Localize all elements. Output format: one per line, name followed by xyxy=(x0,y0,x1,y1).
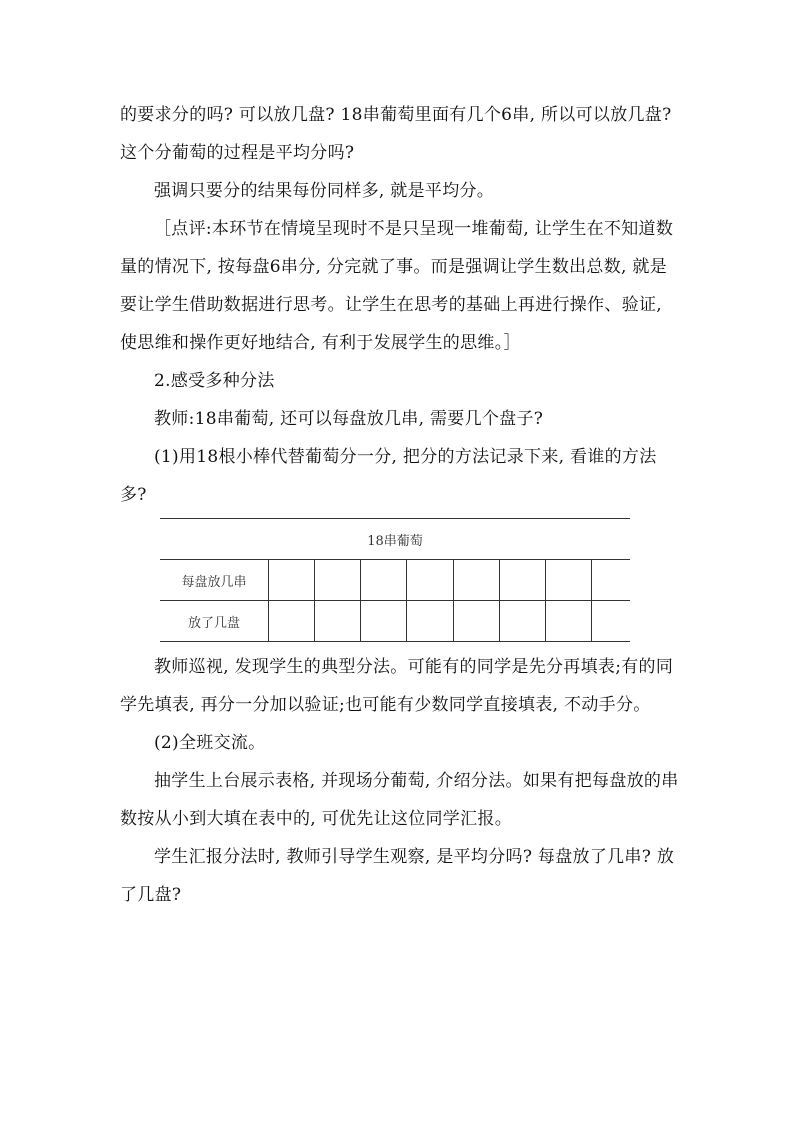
section-heading: 2.感受多种分法 xyxy=(154,371,275,391)
paragraph: 学生汇报分法时, 教师引导学生观察, 是平均分吗? 每盘放了几串? 放了几盘? xyxy=(120,847,675,905)
table-cell xyxy=(361,560,407,601)
table-cell xyxy=(453,560,499,601)
paragraph: (1)用18根小棒代替葡萄分一分, 把分的方法记录下来, 看谁的方法多? xyxy=(120,447,657,505)
paragraph: 抽学生上台展示表格, 并现场分葡萄, 介绍分法。如果有把每盘放的串数按从小到大填在表中的, 可优先让这位同学汇报。 xyxy=(120,771,679,829)
document-body xyxy=(120,96,680,914)
commentary-paragraph: ［点评:本环节在情境呈现时不是只呈现一堆葡萄, 让学生在不知道数量的情况下, 按每盘6串分, 分完就了事。而是强调让学生数出总数, 就是要让学生借助数据进行思考。让学生在思考的基础上再进行操作、验证, 使思维和操作更好地结合, 有利于发展学生的思维。］ xyxy=(120,219,674,353)
row-label: 放了几盘 xyxy=(160,601,269,642)
paragraph: 教师巡视, 发现学生的典型分法。可能有的同学是先分再填表;有的同学先填表, 再分一分加以验证;也可能有少数同学直接填表, 不动手分。 xyxy=(120,657,674,715)
table-cell xyxy=(407,560,453,601)
table-cell xyxy=(545,601,591,642)
table-cell xyxy=(315,560,361,601)
table-cell xyxy=(453,601,499,642)
grape-division-table xyxy=(160,518,630,642)
paragraph: 的要求分的吗? 可以放几盘? 18串葡萄里面有几个6串, 所以可以放几盘? 这个分葡萄的过程是平均分吗? xyxy=(120,105,672,163)
paragraphs-before-table xyxy=(120,96,680,514)
table-cell xyxy=(269,560,315,601)
table-cell xyxy=(499,560,545,601)
table-cell xyxy=(545,560,591,601)
table-cell xyxy=(407,601,453,642)
paragraph: 强调只要分的结果每份同样多, 就是平均分。 xyxy=(154,181,495,201)
paragraph: 教师:18串葡萄, 还可以每盘放几串, 需要几个盘子? xyxy=(154,409,544,429)
table-cell xyxy=(591,601,630,642)
row-label: 每盘放几串 xyxy=(160,560,269,601)
table-title: 18串葡萄 xyxy=(160,519,630,560)
table-row xyxy=(160,560,630,601)
table-cell xyxy=(499,601,545,642)
table-cell xyxy=(361,601,407,642)
table-cell xyxy=(315,601,361,642)
paragraphs-after-table xyxy=(120,648,680,914)
table-row xyxy=(160,601,630,642)
table-cell xyxy=(269,601,315,642)
paragraph: (2)全班交流。 xyxy=(154,733,266,753)
table-cell xyxy=(591,560,630,601)
